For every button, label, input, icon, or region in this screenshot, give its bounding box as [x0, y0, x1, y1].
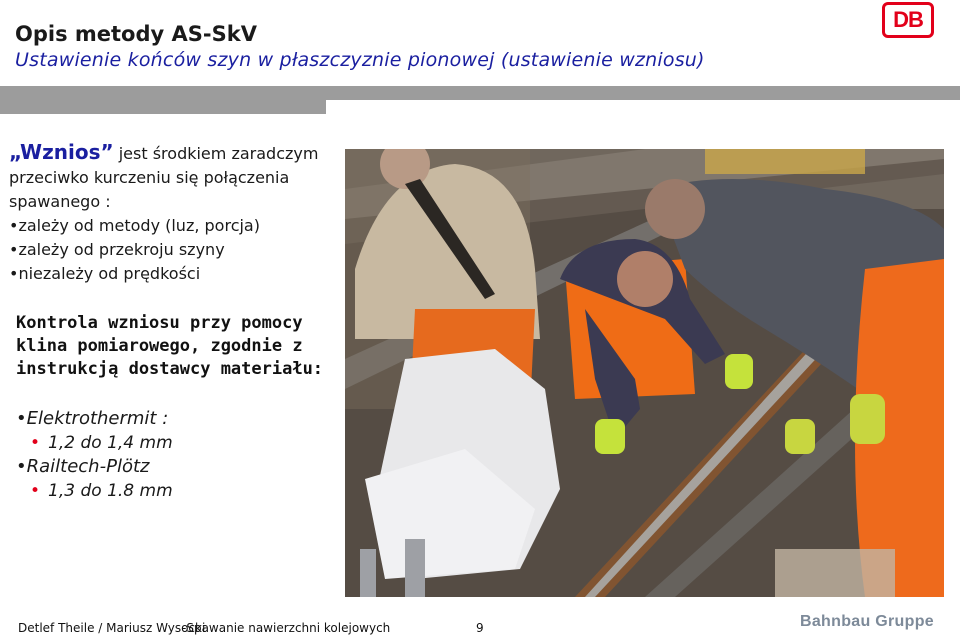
control-text: [16, 312, 351, 381]
material-name: •Elektrothermit :: [16, 408, 169, 429]
page-subtitle: Ustawienie końców szyn w płaszczyznie pionowej (ustawienie wzniosu): [15, 49, 705, 71]
materials-list: [16, 407, 173, 503]
intro-bullet: •niezależy od prędkości: [9, 264, 201, 283]
intro-bullet: •zależy od metody (luz, porcja): [9, 216, 260, 235]
control-line: klina pomiarowego, zgodnie z: [16, 336, 303, 356]
footer-topic: -Spawanie nawierzchni kolejowych: [182, 621, 391, 635]
material-range-item: [16, 431, 173, 455]
material-range: 1,2 do 1,4 mm: [48, 433, 173, 453]
control-line: instrukcją dostawcy materiału:: [16, 359, 324, 379]
material-range-item: [16, 479, 173, 503]
keyword-wznios: „Wznios”: [9, 140, 114, 164]
intro-line-3: spawanego :: [9, 192, 111, 211]
db-logo: DB: [882, 2, 934, 38]
page-number: 9: [476, 621, 484, 635]
intro-text: [9, 140, 349, 286]
footer-authors: Detlef Theile / Mariusz Wysocki: [18, 621, 206, 635]
bullet-icon: •: [30, 481, 41, 501]
header-band-light: [326, 100, 960, 114]
material-range: 1,3 do 1.8 mm: [48, 481, 173, 501]
intro-bullet: •zależy od przekroju szyny: [9, 240, 225, 259]
intro-line-1: jest środkiem zaradczym: [113, 144, 319, 163]
material-name: •Railtech-Plötz: [16, 456, 150, 477]
page-title: Opis metody AS-SkV: [15, 22, 257, 46]
intro-line-2: przeciwko kurczeniu się połączenia: [9, 168, 290, 187]
header-band-left: [0, 86, 326, 114]
track-work-photo: [345, 149, 944, 597]
bahnbau-logo: Bahnbau Gruppe: [800, 613, 934, 630]
header-band-right: [326, 86, 960, 100]
control-line: Kontrola wzniosu przy pomocy: [16, 313, 303, 333]
bullet-icon: •: [30, 433, 41, 453]
